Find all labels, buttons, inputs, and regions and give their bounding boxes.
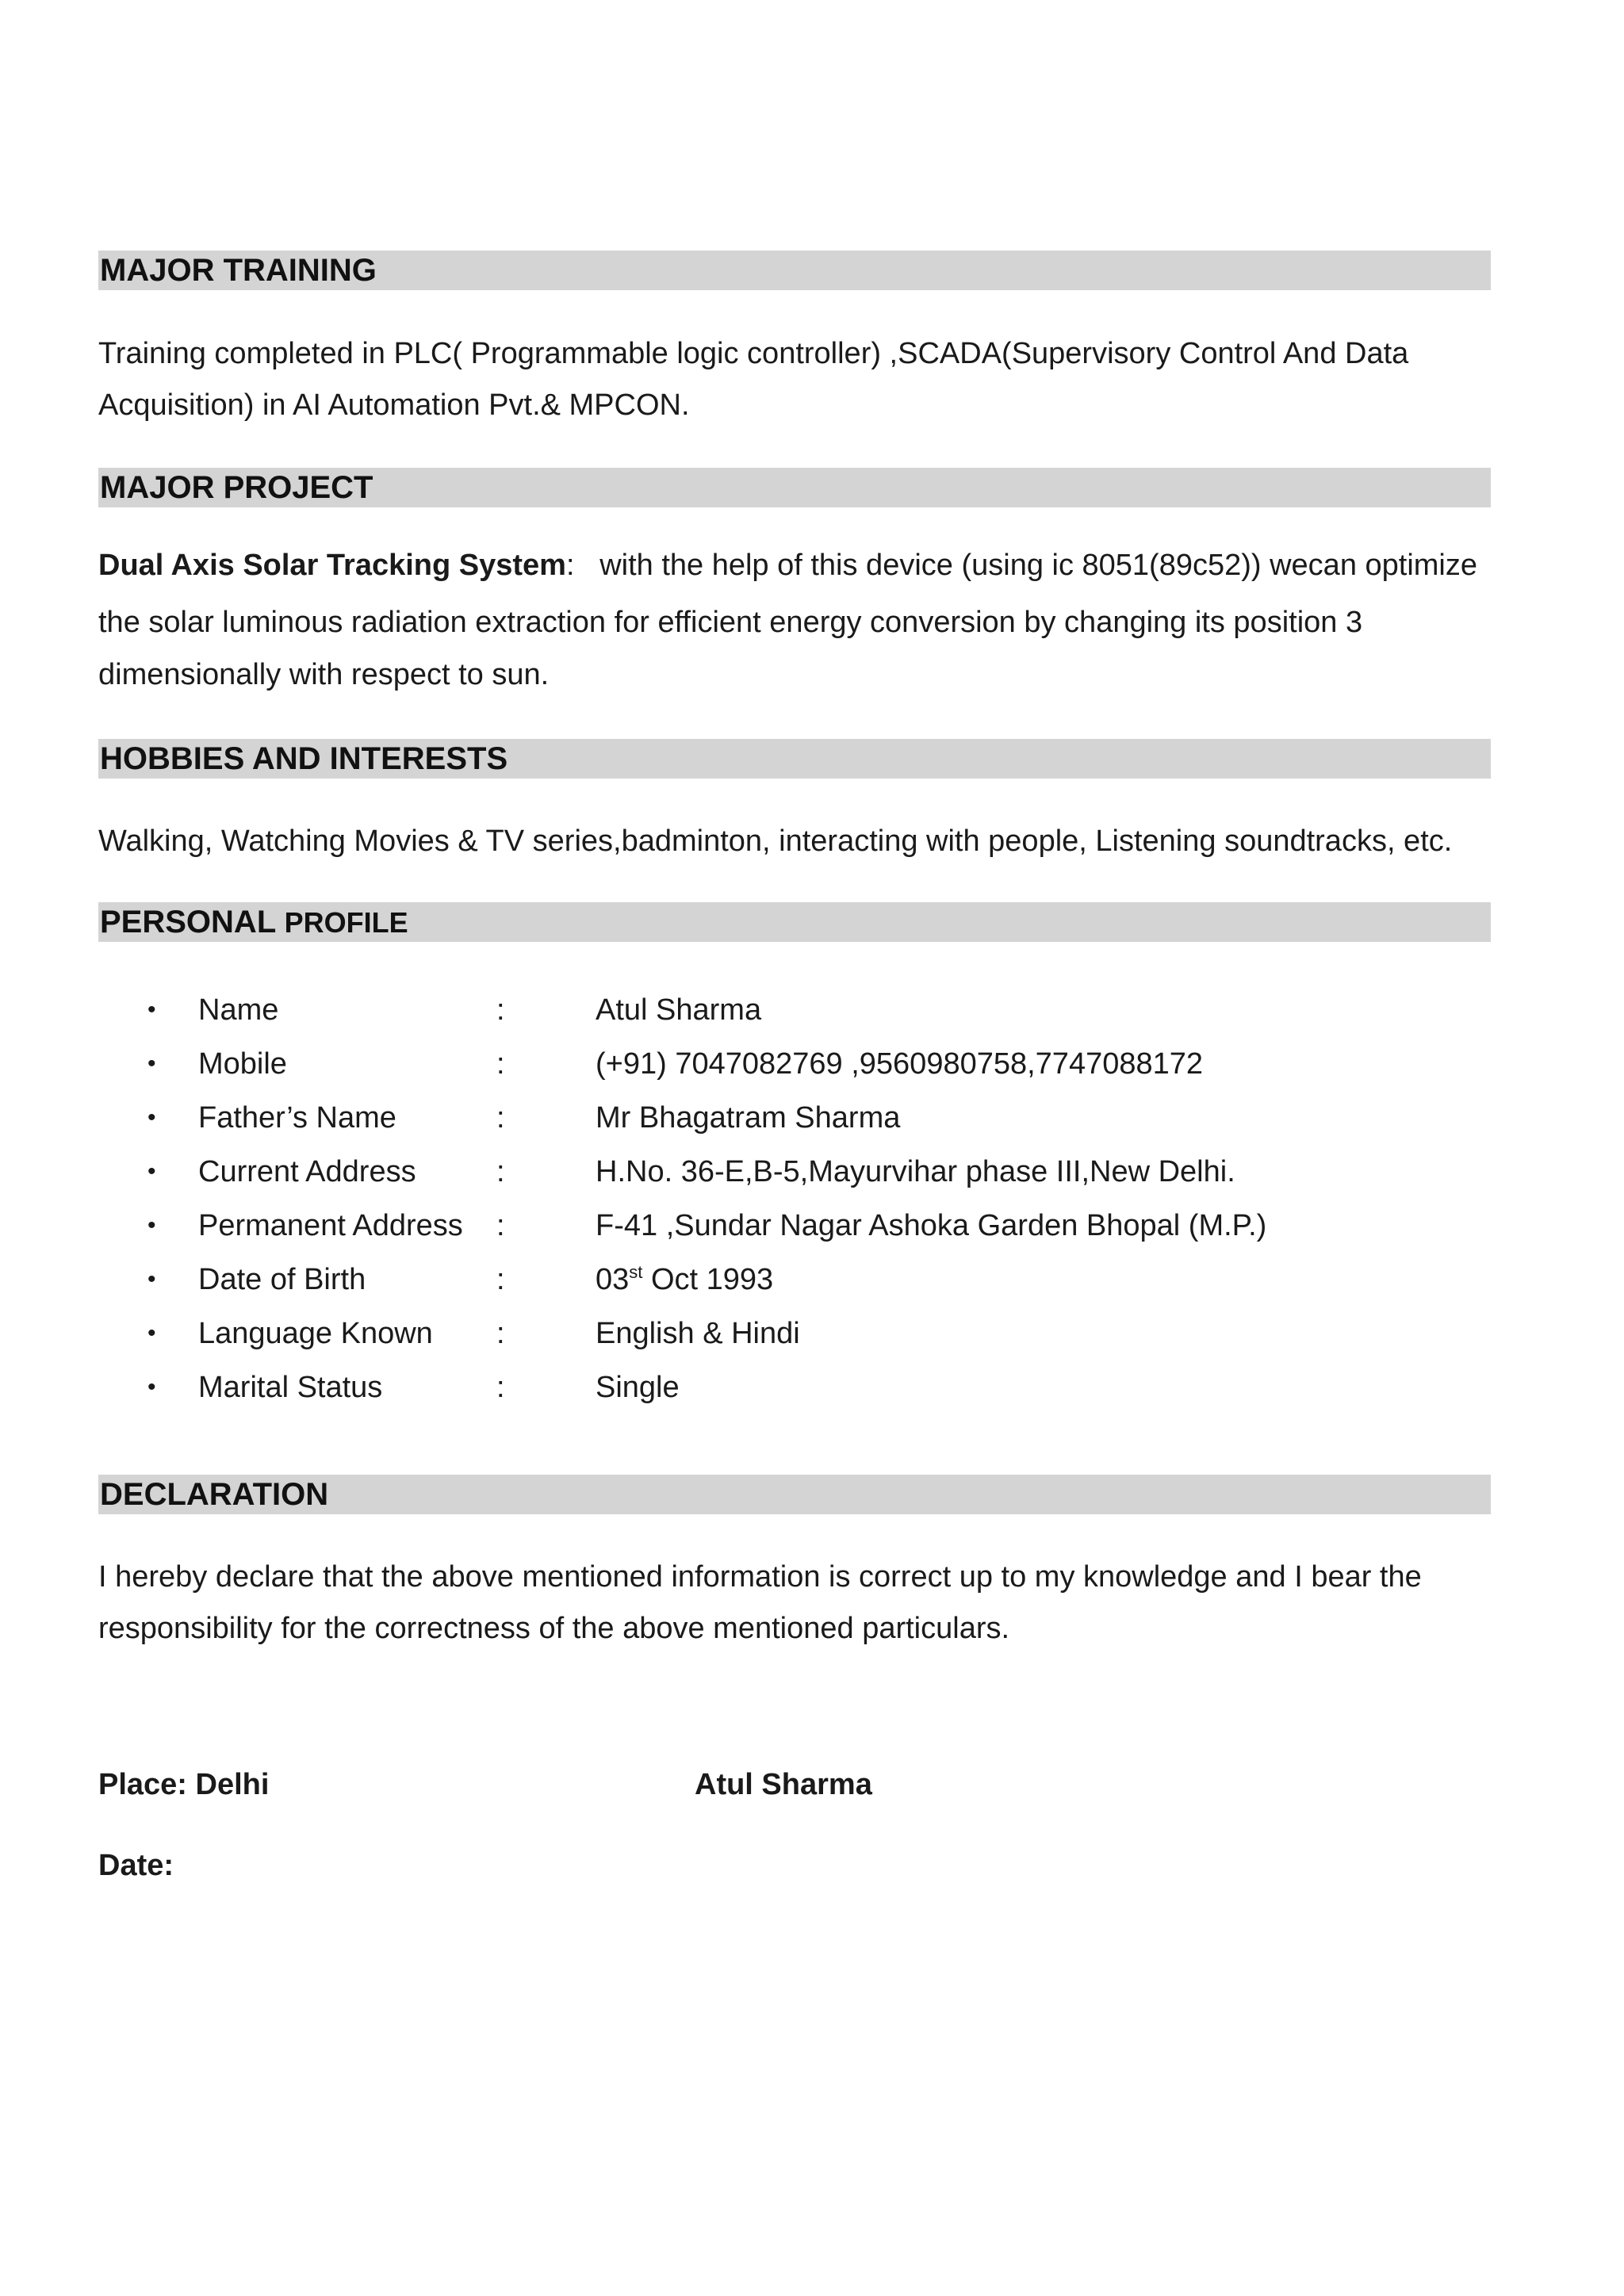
profile-separator: :	[496, 1101, 505, 1135]
project-line-1	[98, 549, 1477, 583]
declaration-heading: DECLARATION	[100, 1477, 329, 1512]
hobbies-heading: HOBBIES AND INTERESTS	[100, 741, 508, 776]
dob-day-suffix: st	[629, 1262, 643, 1282]
bullet-icon: •	[147, 1158, 156, 1184]
section-heading-major-training	[98, 251, 1491, 290]
declaration-line-1: I hereby declare that the above mentioned information is correct up to my knowledge and I bear the	[98, 1560, 1422, 1594]
profile-label: Name	[198, 993, 279, 1027]
personal-heading-main: PERSONAL	[100, 905, 276, 939]
project-title-colon: :	[565, 549, 575, 582]
project-line-3: dimensionally with respect to sun.	[98, 658, 550, 691]
profile-separator: :	[496, 1317, 505, 1350]
section-heading-declaration	[98, 1475, 1491, 1514]
profile-value: (+91) 7047082769 ,9560980758,7747088172	[596, 1047, 1204, 1081]
profile-label: Father’s Name	[198, 1101, 396, 1135]
profile-row-marital-status	[0, 1364, 1624, 1411]
profile-row-date-of-birth	[0, 1256, 1624, 1303]
major-project-heading: MAJOR PROJECT	[100, 470, 373, 505]
profile-separator: :	[496, 1047, 505, 1081]
declaration-line-2: responsibility for the correctness of the above mentioned particulars.	[98, 1612, 1010, 1645]
profile-value: Mr Bhagatram Sharma	[596, 1101, 901, 1135]
profile-row-permanent-address	[0, 1202, 1624, 1249]
profile-row-fathers-name	[0, 1094, 1624, 1142]
profile-row-mobile	[0, 1040, 1624, 1088]
project-line-2: the solar luminous radiation extraction for efficient energy conversion by changing its position 3	[98, 606, 1363, 639]
dob-rest: Oct 1993	[642, 1263, 774, 1296]
profile-value: H.No. 36-E,B-5,Mayurvihar phase III,New Delhi.	[596, 1155, 1235, 1188]
profile-row-current-address	[0, 1148, 1624, 1196]
bullet-icon: •	[147, 997, 156, 1023]
profile-label: Date of Birth	[198, 1263, 366, 1296]
dob-day: 03	[596, 1263, 630, 1296]
profile-label: Marital Status	[198, 1371, 383, 1404]
section-heading-personal-profile	[98, 902, 1491, 942]
profile-separator: :	[496, 1209, 505, 1242]
profile-label: Current Address	[198, 1155, 416, 1188]
profile-value: Single	[596, 1371, 680, 1404]
bullet-icon: •	[147, 1320, 156, 1346]
bullet-icon: •	[147, 1050, 156, 1077]
bullet-icon: •	[147, 1266, 156, 1292]
profile-label: Permanent Address	[198, 1209, 463, 1242]
signature-name: Atul Sharma	[695, 1768, 872, 1801]
major-training-heading: MAJOR TRAINING	[100, 253, 377, 288]
section-heading-major-project	[98, 468, 1491, 507]
project-title: Dual Axis Solar Tracking System	[98, 549, 566, 582]
profile-separator: :	[496, 993, 505, 1027]
profile-separator: :	[496, 1263, 505, 1296]
profile-value: F-41 ,Sundar Nagar Ashoka Garden Bhopal (M.P.)	[596, 1209, 1267, 1242]
profile-label: Mobile	[198, 1047, 287, 1081]
section-heading-hobbies	[98, 739, 1491, 779]
bullet-icon: •	[147, 1374, 156, 1400]
personal-heading-rest: PROFILE	[284, 906, 408, 939]
profile-value: Atul Sharma	[596, 993, 762, 1027]
project-description-1: with the help of this device (using ic 8051(89c52)) wecan optimize	[599, 549, 1478, 582]
profile-separator: :	[496, 1371, 505, 1404]
profile-separator: :	[496, 1155, 505, 1188]
profile-label: Language Known	[198, 1317, 433, 1350]
profile-value: English & Hindi	[596, 1317, 800, 1350]
date-field: Date:	[98, 1849, 174, 1882]
profile-row-language	[0, 1310, 1624, 1357]
training-text: Training completed in PLC( Programmable logic controller) ,SCADA(Supervisory Control And Data Acquisition) in AI Automation Pvt.& MPCON.	[98, 337, 1409, 422]
bullet-icon: •	[147, 1104, 156, 1131]
place-field: Place: Delhi	[98, 1768, 270, 1801]
hobbies-text: Walking, Watching Movies & TV series,badminton, interacting with people, Listening soundtracks, etc.	[98, 825, 1453, 858]
bullet-icon: •	[147, 1212, 156, 1238]
profile-value	[596, 1256, 773, 1303]
profile-row-name	[0, 986, 1624, 1034]
